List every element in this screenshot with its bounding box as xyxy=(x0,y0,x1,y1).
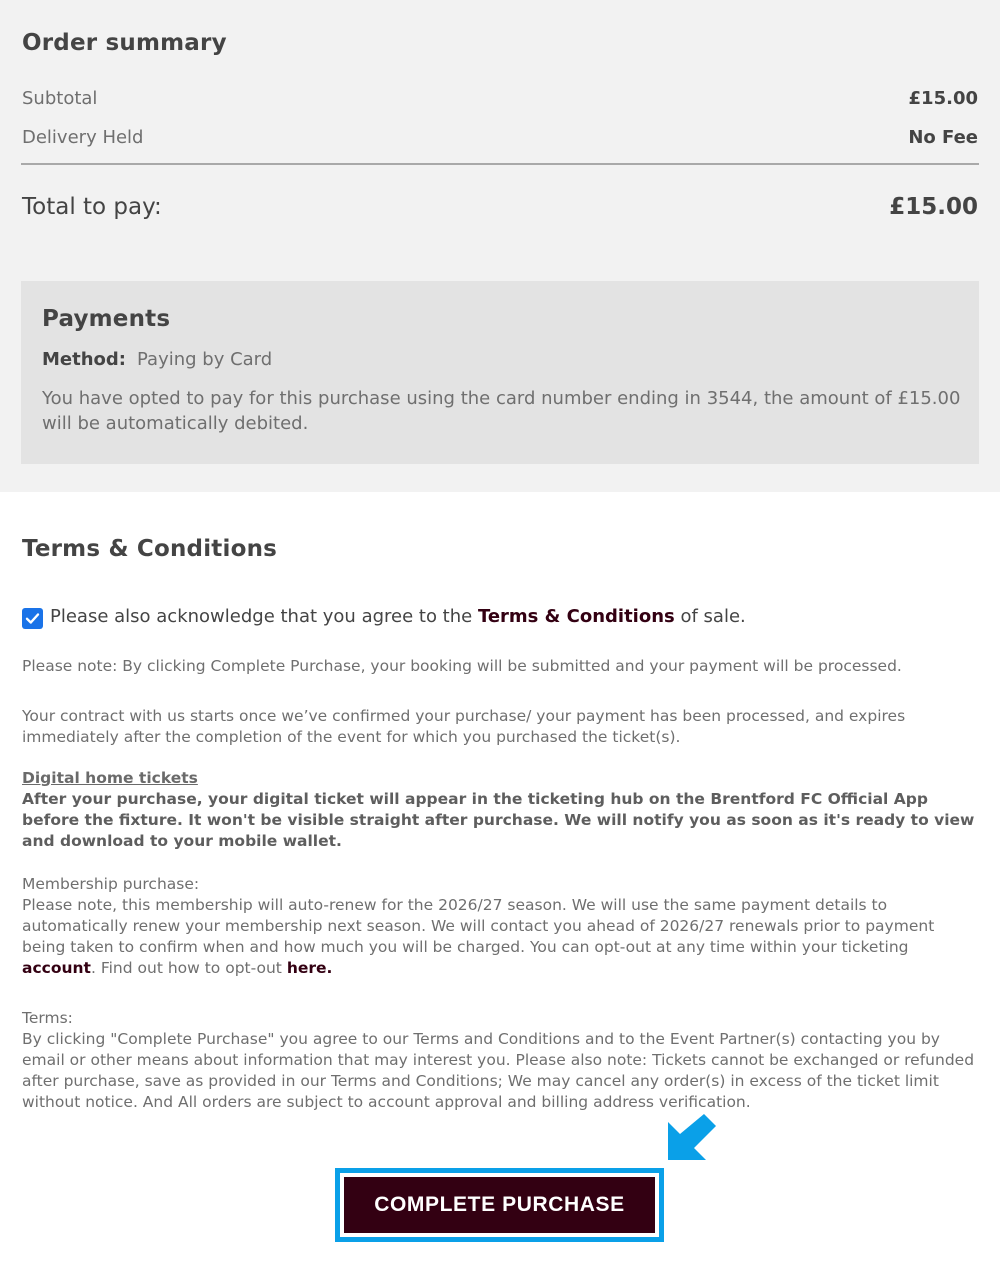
terms-block xyxy=(22,1008,982,1113)
payment-method-label: Method: xyxy=(42,349,126,370)
terms-heading: Terms: xyxy=(22,1009,73,1027)
terms-acknowledge-row xyxy=(22,603,746,629)
payments-title: Payments xyxy=(42,306,171,332)
delivery-value: No Fee xyxy=(908,127,978,148)
order-summary-title: Order summary xyxy=(22,30,227,56)
membership-block xyxy=(22,874,982,979)
purchase-note: Please note: By clicking Complete Purchase, your booking will be submitted and your payment will be processed. xyxy=(22,657,902,675)
summary-divider xyxy=(21,163,979,165)
pointer-arrow-icon xyxy=(664,1110,720,1166)
contract-text: Your contract with us starts once we’ve confirmed your purchase/ your payment has been processed, and expires immediately after the completion of the event for which you purchased the ticket(s). xyxy=(22,707,906,746)
complete-purchase-highlight xyxy=(335,1168,664,1242)
subtotal-value: £15.00 xyxy=(908,88,978,109)
payment-description: You have opted to pay for this purchase using the card number ending in 3544, the amount of £15.00 will be automatically debited. xyxy=(42,388,961,434)
opt-out-here-link[interactable]: here. xyxy=(286,959,333,977)
digital-tickets-heading: Digital home tickets xyxy=(22,769,198,787)
terms-and-conditions-link[interactable]: Terms & Conditions xyxy=(477,605,675,627)
payments-panel xyxy=(21,281,979,464)
digital-tickets-text: After your purchase, your digital ticket will appear in the ticketing hub on the Brentford FC Official App before the fixture. It won't be visible straight after purchase. We will notify you as soon as it's ready to view and download to your mobile wallet. xyxy=(22,790,975,850)
checkmark-icon xyxy=(25,611,40,626)
total-value: £15.00 xyxy=(889,194,978,220)
complete-purchase-button[interactable]: COMPLETE PURCHASE xyxy=(344,1177,655,1233)
acknowledge-text: Please also acknowledge that you agree to the Terms & Conditions of sale. xyxy=(50,605,746,627)
total-label: Total to pay: xyxy=(22,194,162,220)
digital-tickets-block xyxy=(22,768,982,852)
terms-title: Terms & Conditions xyxy=(22,536,278,562)
subtotal-label: Subtotal xyxy=(22,88,98,109)
membership-text: Please note, this membership will auto-renew for the 2026/27 season. We will use the same payment details to automatically renew your membership next season. We will contact you ahead of 2026/27 renewals prior to payment being taken to confirm when and how much you will be charged. You can opt-out at any time within your ticketing account. Find out how to opt-out here. xyxy=(22,896,935,977)
membership-heading: Membership purchase: xyxy=(22,875,200,893)
terms-text: By clicking "Complete Purchase" you agree to our Terms and Conditions and to the Event Partner(s) contacting you by email or other means about information that may interest you. Please also note: Tickets cannot be exchanged or refunded after purchase, save as provided in our Terms and Conditions; We may cancel any order(s) in excess of the ticket limit without notice. And All orders are subject to account approval and billing address verification. xyxy=(22,1030,975,1111)
delivery-label: Delivery Held xyxy=(22,127,144,148)
account-link[interactable]: account xyxy=(22,959,91,977)
order-summary-section xyxy=(0,0,1000,492)
payment-method-value: Paying by Card xyxy=(137,349,273,370)
terms-checkbox[interactable] xyxy=(22,608,43,629)
